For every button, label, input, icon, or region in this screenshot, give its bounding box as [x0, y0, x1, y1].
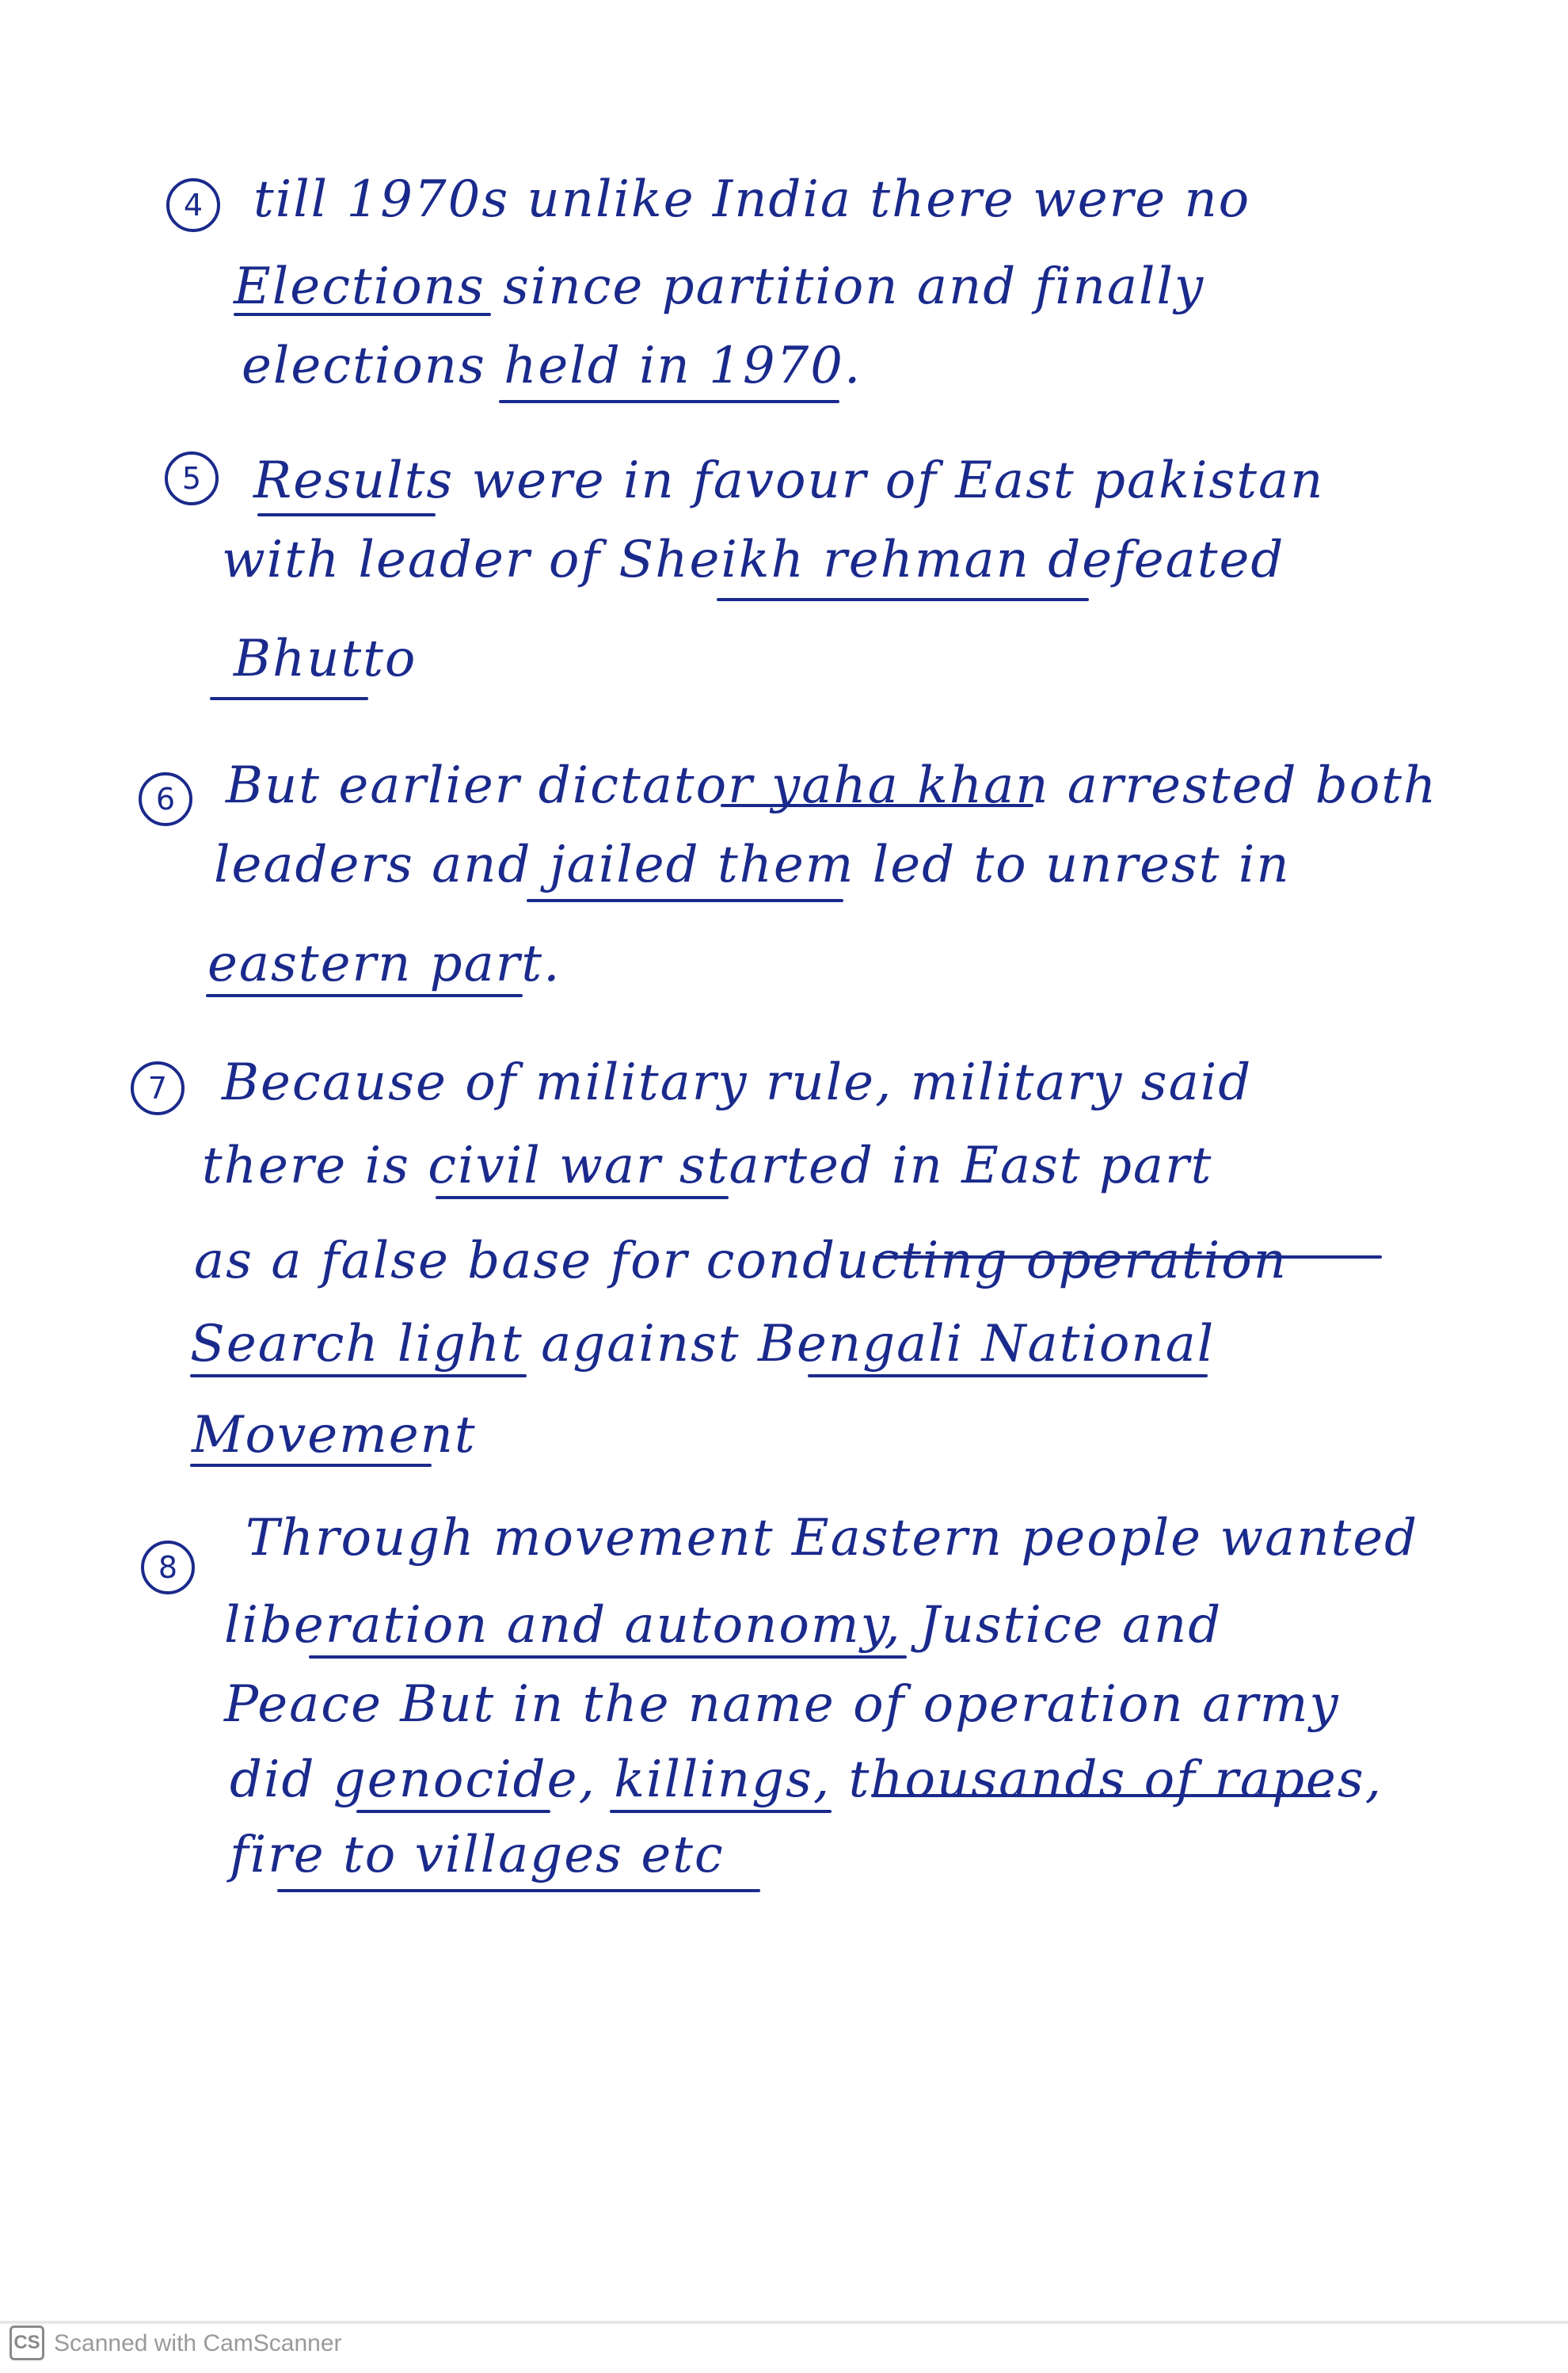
- underline: [190, 1374, 527, 1377]
- note-line: Bhutto: [234, 630, 417, 688]
- scan-divider: [0, 2321, 1568, 2324]
- underline: [717, 598, 1089, 601]
- scanner-watermark-text: Scanned with CamScanner: [54, 2330, 342, 2356]
- note-line: did genocide, killings, thousands of rapes,: [230, 1750, 1383, 1809]
- note-line: elections held in 1970.: [242, 337, 862, 395]
- note-number: 7: [131, 1061, 185, 1115]
- underline: [721, 804, 1033, 807]
- note-number: 6: [139, 772, 192, 826]
- underline: [210, 697, 368, 700]
- underline: [257, 513, 436, 516]
- note-line: liberation and autonomy, Justice and: [224, 1596, 1223, 1655]
- note-line: eastern part.: [207, 935, 561, 993]
- note-line: Results were in favour of East pakistan: [253, 451, 1325, 510]
- note-line: Through movement Eastern people wanted: [245, 1509, 1419, 1567]
- note-line: till 1970s unlike India there were no: [253, 170, 1251, 229]
- camscanner-logo: CS: [10, 2325, 44, 2360]
- underline: [610, 1810, 832, 1813]
- underline: [808, 1374, 1208, 1377]
- underline: [527, 899, 843, 902]
- note-number: 5: [165, 451, 219, 505]
- note-line: with leader of Sheikh rehman defeated: [222, 531, 1285, 589]
- note-line: Elections since partition and finally: [234, 257, 1205, 316]
- note-line: there is civil war started in East part: [202, 1137, 1213, 1195]
- note-line: Search light against Bengali National: [190, 1315, 1216, 1373]
- note-line: leaders and jailed them led to unrest in: [214, 836, 1291, 894]
- underline: [309, 1655, 907, 1659]
- underline: [190, 1464, 432, 1467]
- underline: [436, 1196, 729, 1199]
- note-line: But earlier dictator yaha khan arrested both: [226, 756, 1438, 815]
- underline: [356, 1810, 550, 1813]
- underline: [499, 400, 839, 403]
- note-line: Peace But in the name of operation army: [224, 1675, 1340, 1734]
- underline: [206, 994, 523, 997]
- note-line: Because of military rule, military said: [222, 1053, 1253, 1112]
- underline: [875, 1255, 1382, 1259]
- note-number: 4: [166, 178, 220, 232]
- note-line: as a false base for conducting operation: [194, 1232, 1288, 1290]
- note-line: Movement: [192, 1406, 477, 1465]
- underline: [277, 1889, 760, 1892]
- underline: [234, 313, 491, 316]
- note-line: fire to villages etc: [230, 1826, 725, 1884]
- underline: [871, 1794, 1330, 1797]
- note-number: 8: [141, 1541, 195, 1594]
